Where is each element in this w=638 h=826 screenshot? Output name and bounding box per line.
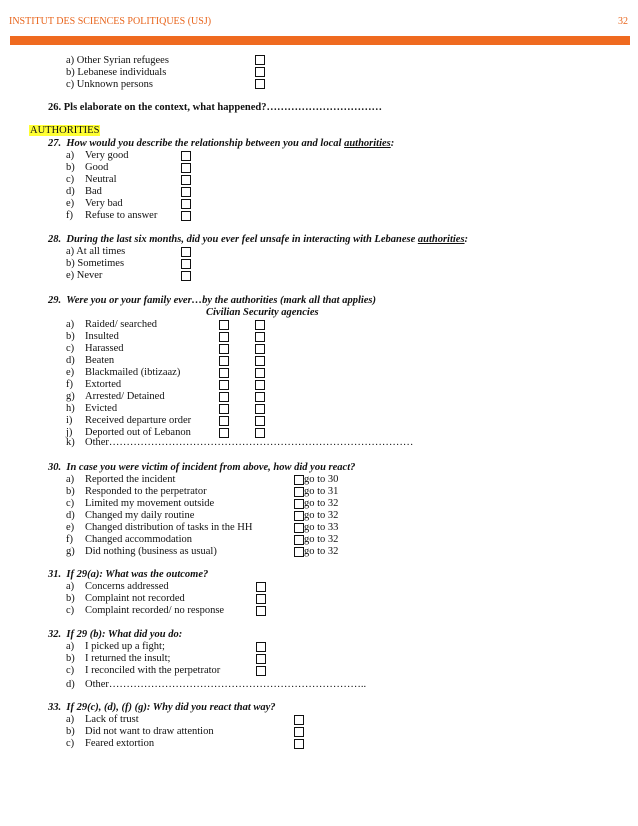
section-authorities-label: AUTHORITIES [30, 125, 100, 136]
q31-item-letter: a) [66, 581, 75, 592]
q27-checkbox[interactable] [181, 187, 191, 197]
q27-item-letter: f) [66, 210, 73, 221]
q30-checkbox[interactable] [294, 523, 304, 533]
q27-question [48, 138, 394, 150]
q25-item-a: a) Other Syrian refugees [66, 55, 169, 66]
q30-item-letter: f) [66, 534, 73, 545]
q32-item-letter: b) [66, 653, 75, 664]
q27-item-text: Very bad [85, 198, 123, 209]
q29-checkbox-1[interactable] [219, 416, 229, 426]
q29-checkbox-1[interactable] [219, 344, 229, 354]
q30-item-text: Changed my daily routine [85, 510, 195, 521]
q31-number: 31. [48, 569, 62, 580]
q27-item-text: Bad [85, 186, 102, 197]
q25-checkbox-a[interactable] [255, 55, 265, 65]
q29-checkbox-2[interactable] [255, 416, 265, 426]
q28-checkbox[interactable] [181, 247, 191, 257]
q30-item-letter: b) [66, 486, 75, 497]
q33-checkbox[interactable] [294, 727, 304, 737]
q29-item-text: Beaten [85, 355, 115, 366]
q27-text-end: : [390, 138, 395, 149]
q25-item-c: c) Unknown persons [66, 79, 153, 90]
q26-question: 26. Pls elaborate on the context, what happened?…………………………… [48, 102, 382, 113]
header-bar [10, 36, 630, 45]
q33-item-text: Feared extortion [85, 738, 155, 749]
q27-text: How would you describe the relationship between you and local [66, 138, 345, 149]
q27-checkbox[interactable] [181, 211, 191, 221]
q33-item-letter: b) [66, 726, 75, 737]
q29-checkbox-1[interactable] [219, 320, 229, 330]
q30-item-text: Changed accommodation [85, 534, 193, 545]
q29-checkbox-1[interactable] [219, 392, 229, 402]
q33-item-letter: a) [66, 714, 75, 725]
q31-item-text: Concerns addressed [85, 581, 169, 592]
q30-item-letter: g) [66, 546, 75, 557]
q30-text: In case you were victim of incident from above, how did you react? [66, 462, 356, 473]
q31-checkbox[interactable] [256, 594, 266, 604]
q30-goto-label: go to 32 [304, 534, 339, 545]
q32-checkbox[interactable] [256, 642, 266, 652]
q29-item-letter: b) [66, 331, 75, 342]
q28-text: During the last six months, did you ever feel unsafe in interacting with Lebanese [66, 234, 418, 245]
q29-item-letter: c) [66, 343, 75, 354]
q32-item-text: I returned the insult; [85, 653, 171, 664]
q32-item-letter: c) [66, 665, 75, 676]
q27-item-letter: b) [66, 162, 75, 173]
q27-checkbox[interactable] [181, 199, 191, 209]
q33-checkbox[interactable] [294, 739, 304, 749]
q27-number: 27. [48, 138, 62, 149]
q29-checkbox-2[interactable] [255, 368, 265, 378]
q29-item-text: Deported out of Lebanon [85, 427, 191, 438]
q29-checkbox-1[interactable] [219, 368, 229, 378]
q31-checkbox[interactable] [256, 582, 266, 592]
q30-checkbox[interactable] [294, 535, 304, 545]
q28-question [48, 234, 468, 246]
q29-item-text: Raided/ searched [85, 319, 158, 330]
q31-item-letter: c) [66, 605, 75, 616]
q33-number: 33. [48, 702, 62, 713]
q30-checkbox[interactable] [294, 511, 304, 521]
q27-item-text: Good [85, 162, 109, 173]
q29-item-letter: g) [66, 391, 75, 402]
q27-item-letter: a) [66, 150, 75, 161]
q30-item-text: Changed distribution of tasks in the HH [85, 522, 253, 533]
q29-item-text: Arrested/ Detained [85, 391, 165, 402]
q29-item-text: Evicted [85, 403, 118, 414]
q29-item-text: Blackmailed (ibtizaaz) [85, 367, 181, 378]
q30-checkbox[interactable] [294, 499, 304, 509]
q28-item-text: b) Sometimes [66, 258, 125, 269]
q29-checkbox-1[interactable] [219, 380, 229, 390]
q29-checkbox-2[interactable] [255, 356, 265, 366]
q30-item-text: Did nothing (business as usual) [85, 546, 217, 557]
q30-question [48, 462, 355, 474]
q29-text: Were you or your family ever…by the authorities (mark all that applies) [66, 295, 377, 306]
q29-checkbox-2[interactable] [255, 404, 265, 414]
q29-item-text: Extorted [85, 379, 122, 390]
q31-item-text: Complaint not recorded [85, 593, 185, 604]
q30-item-letter: e) [66, 522, 75, 533]
q28-checkbox[interactable] [181, 271, 191, 281]
q29-checkbox-2[interactable] [255, 320, 265, 330]
q29-item-letter: j) [66, 427, 73, 438]
q30-item-letter: c) [66, 498, 75, 509]
q29-item-letter: f) [66, 379, 73, 390]
q28-number: 28. [48, 234, 62, 245]
q31-text: If 29(a): What was the outcome? [66, 569, 209, 580]
section-authorities [29, 125, 100, 137]
q29-checkbox-2[interactable] [255, 392, 265, 402]
q32-item-d-letter: d) [66, 679, 75, 690]
q27-checkbox[interactable] [181, 175, 191, 185]
q32-text: If 29 (b): What did you do: [66, 629, 183, 640]
q28-item-text: a) At all times [66, 246, 126, 257]
q32-item-letter: a) [66, 641, 75, 652]
q30-goto-label: go to 32 [304, 510, 339, 521]
q29-checkbox-2[interactable] [255, 344, 265, 354]
q28-item-text: e) Never [66, 270, 103, 281]
q29-checkbox-1[interactable] [219, 356, 229, 366]
q33-text: If 29(c), (d), (f) (g): Why did you react that way? [66, 702, 276, 713]
q27-item-letter: e) [66, 198, 75, 209]
q28-checkbox[interactable] [181, 259, 191, 269]
q30-goto-label: go to 32 [304, 546, 339, 557]
q32-checkbox[interactable] [256, 654, 266, 664]
q27-item-text: Very good [85, 150, 129, 161]
q30-item-text: Reported the incident [85, 474, 176, 485]
q30-number: 30. [48, 462, 62, 473]
q25-checkbox-b[interactable] [255, 67, 265, 77]
q30-item-text: Limited my movement outside [85, 498, 215, 509]
q29-item-k-text: Other…………………………………………………………………………… [85, 437, 414, 448]
q29-checkbox-2[interactable] [255, 380, 265, 390]
q30-checkbox[interactable] [294, 547, 304, 557]
q32-item-text: I reconciled with the perpetrator [85, 665, 221, 676]
q29-item-k-letter: k) [66, 437, 75, 448]
q30-goto-label: go to 32 [304, 498, 339, 509]
q29-checkbox-2[interactable] [255, 332, 265, 342]
q25-item-b: b) Lebanese individuals [66, 67, 167, 78]
q33-checkbox[interactable] [294, 715, 304, 725]
q32-question [48, 629, 182, 641]
q27-item-text: Refuse to answer [85, 210, 158, 221]
q29-item-letter: d) [66, 355, 75, 366]
q29-number: 29. [48, 295, 62, 306]
q28-text-underlined: authorities [417, 234, 465, 245]
q31-item-letter: b) [66, 593, 75, 604]
q29-question [48, 295, 376, 307]
q33-question [48, 702, 276, 714]
q28-text-end: : [464, 234, 469, 245]
q29-checkbox-1[interactable] [219, 404, 229, 414]
q29-item-letter: i) [66, 415, 73, 426]
q30-checkbox[interactable] [294, 487, 304, 497]
q32-number: 32. [48, 629, 62, 640]
q32-item-text: I picked up a fight; [85, 641, 165, 652]
page-number: 32 [618, 16, 628, 27]
q29-item-text: Harassed [85, 343, 124, 354]
q27-text-underlined: authorities [344, 138, 391, 149]
q30-goto-label: go to 31 [304, 486, 339, 497]
q29-item-letter: a) [66, 319, 75, 330]
q27-item-letter: c) [66, 174, 75, 185]
q27-item-letter: d) [66, 186, 75, 197]
q29-item-letter: h) [66, 403, 75, 414]
q30-checkbox[interactable] [294, 475, 304, 485]
q30-item-letter: d) [66, 510, 75, 521]
q29-item-letter: e) [66, 367, 75, 378]
q29-column-headers: Civilian Security agencies [206, 307, 319, 318]
q29-checkbox-1[interactable] [219, 332, 229, 342]
q32-checkbox[interactable] [256, 666, 266, 676]
q29-item-text: Received departure order [85, 415, 192, 426]
q25-checkbox-c[interactable] [255, 79, 265, 89]
q32-item-d-text: Other……………………………………………………………….. [85, 679, 367, 690]
q27-item-text: Neutral [85, 174, 117, 185]
q30-item-letter: a) [66, 474, 75, 485]
header-title: INSTITUT DES SCIENCES POLITIQUES (USJ) [9, 16, 212, 27]
q31-checkbox[interactable] [256, 606, 266, 616]
q29-item-text: Insulted [85, 331, 119, 342]
q33-item-letter: c) [66, 738, 75, 749]
q31-question [48, 569, 208, 581]
q27-checkbox[interactable] [181, 163, 191, 173]
q30-goto-label: go to 30 [304, 474, 339, 485]
q33-item-text: Did not want to draw attention [85, 726, 214, 737]
q33-item-text: Lack of trust [85, 714, 139, 725]
q30-item-text: Responded to the perpetrator [85, 486, 207, 497]
q30-goto-label: go to 33 [304, 522, 339, 533]
q31-item-text: Complaint recorded/ no response [85, 605, 225, 616]
q27-checkbox[interactable] [181, 151, 191, 161]
